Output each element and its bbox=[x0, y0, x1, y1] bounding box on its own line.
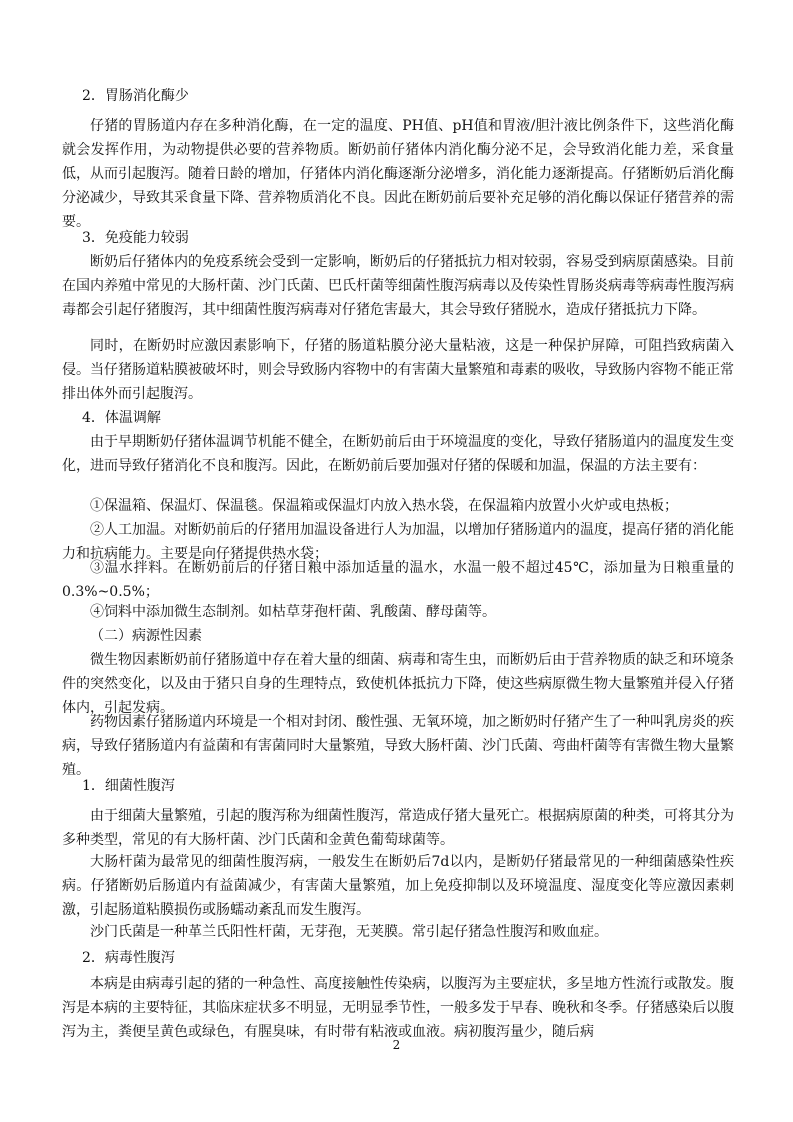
body-paragraph: 仔猪的胃肠道内存在多种消化酶，在一定的温度、PH值、pH值和胃液/胆汁液比例条件下，这些消化酶就会发挥作用，为动物提供必要的营养物质。断奶前仔猪体内消化酶分泌不足，会导致消化能力差，采食量低，从而引起腹泻。随着日龄的增加，仔猪体内消化酶逐渐分泌增多，消化能力逐渐提高。仔猪断奶后消化酶分泌减少，导致其采食量下降、营养物质消化不良。因此在断奶前后要补充足够的消化酶以保证仔猪营养的需要。 bbox=[62, 118, 734, 230]
page-number: 2 bbox=[392, 1038, 401, 1052]
body-paragraph: 断奶后仔猪体内的免疫系统会受到一定影响，断奶后的仔猪抵抗力相对较弱，容易受到病原菌感染。目前在国内养殖中常见的大肠杆菌、沙门氏菌、巴氏杆菌等细菌性腹泻病毒以及传染性胃肠炎病毒等病毒性腹泻病毒都会引起仔猪腹泻，其中细菌性腹泻病毒对仔猪危害最大，其会导致仔猪脱水，造成仔猪抵抗力下降。 bbox=[62, 254, 734, 318]
section-heading: 2．病毒性腹泻 bbox=[82, 950, 175, 966]
section-heading: 4．体温调解 bbox=[82, 410, 161, 426]
body-paragraph: 大肠杆菌为最常见的细菌性腹泻病，一般发生在断奶后7d以内，是断奶仔猪最常见的一种细菌感染性疾病。仔猪断奶后肠道内有益菌减少，有害菌大量繁殖，加上免疫抑制以及环境温度、湿度变化等应激因素刺激，引起肠道粘膜损伤或肠蠕动紊乱而发生腹泻。 bbox=[62, 854, 734, 918]
list-item: ①保温箱、保温灯、保温毯。保温箱或保温灯内放入热水袋，在保温箱内放置小火炉或电热板； bbox=[90, 498, 678, 514]
body-paragraph: 本病是由病毒引起的猪的一种急性、高度接触性传染病，以腹泻为主要症状，多呈地方性流行或散发。腹泻是本病的主要特征，其临床症状多不明显，无明显季节性，一般多发于早春、晚秋和冬季。仔猪感染后以腹泻为主，粪便呈黄色或绿色，有腥臭味，有时带有粘液或血液。病初腹泻量少，随后病 bbox=[62, 976, 734, 1040]
body-paragraph: 药物因素仔猪肠道内环境是一个相对封闭、酸性强、无氧环境，加之断奶时仔猪产生了一种叫乳房炎的疾病，导致仔猪肠道内有益菌和有害菌同时大量繁殖，导致大肠杆菌、沙门氏菌、弯曲杆菌等有害微生物大量繁殖。 bbox=[62, 714, 734, 778]
section-heading: 1．细菌性腹泻 bbox=[82, 778, 175, 794]
body-paragraph: 由于早期断奶仔猪体温调节机能不健全，在断奶前后由于环境温度的变化，导致仔猪肠道内的温度发生变化，进而导致仔猪消化不良和腹泻。因此，在断奶前后要加强对仔猪的保暖和加温，保温的方法主要有： bbox=[62, 434, 734, 474]
list-item: ②人工加温。对断奶前后的仔猪用加温设备进行人为加温，以增加仔猪肠道内的温度，提高仔猪的消化能力和抗病能力。主要是向仔猪提供热水袋； bbox=[62, 522, 734, 562]
body-paragraph: 同时，在断奶时应激因素影响下，仔猪的肠道粘膜分泌大量粘液，这是一种保护屏障，可阻挡致病菌入侵。当仔猪肠道粘膜被破坏时，则会导致肠内容物中的有害菌大量繁殖和毒素的吸收，导致肠内容物不能正常排出体外而引起腹泻。 bbox=[62, 338, 734, 402]
subsection-heading: （二）病源性因素 bbox=[90, 628, 202, 644]
body-paragraph: 微生物因素断奶前仔猪肠道中存在着大量的细菌、病毒和寄生虫，而断奶后由于营养物质的缺乏和环境条件的突然变化，以及由于猪只自身的生理特点，致使机体抵抗力下降，使这些病原微生物大量繁殖并侵入仔猪体内，引起发病。 bbox=[62, 652, 734, 716]
body-paragraph: 沙门氏菌是一种革兰氏阳性杆菌，无芽孢，无荚膜。常引起仔猪急性腹泻和败血症。 bbox=[90, 924, 608, 940]
section-heading: 2．胃肠消化酶少 bbox=[82, 88, 189, 104]
body-paragraph: 由于细菌大量繁殖，引起的腹泻称为细菌性腹泻，常造成仔猪大量死亡。根据病原菌的种类，可将其分为多种类型，常见的有大肠杆菌、沙门氏菌和金黄色葡萄球菌等。 bbox=[62, 808, 734, 848]
section-heading: 3．免疫能力较弱 bbox=[82, 230, 189, 246]
list-item: ③温水拌料。在断奶前后的仔猪日粮中添加适量的温水，水温一般不超过45℃，添加量为日粮重量的0.3%~0.5%； bbox=[62, 560, 734, 600]
list-item: ④饲料中添加微生态制剂。如枯草芽孢杆菌、乳酸菌、酵母菌等。 bbox=[90, 604, 496, 620]
